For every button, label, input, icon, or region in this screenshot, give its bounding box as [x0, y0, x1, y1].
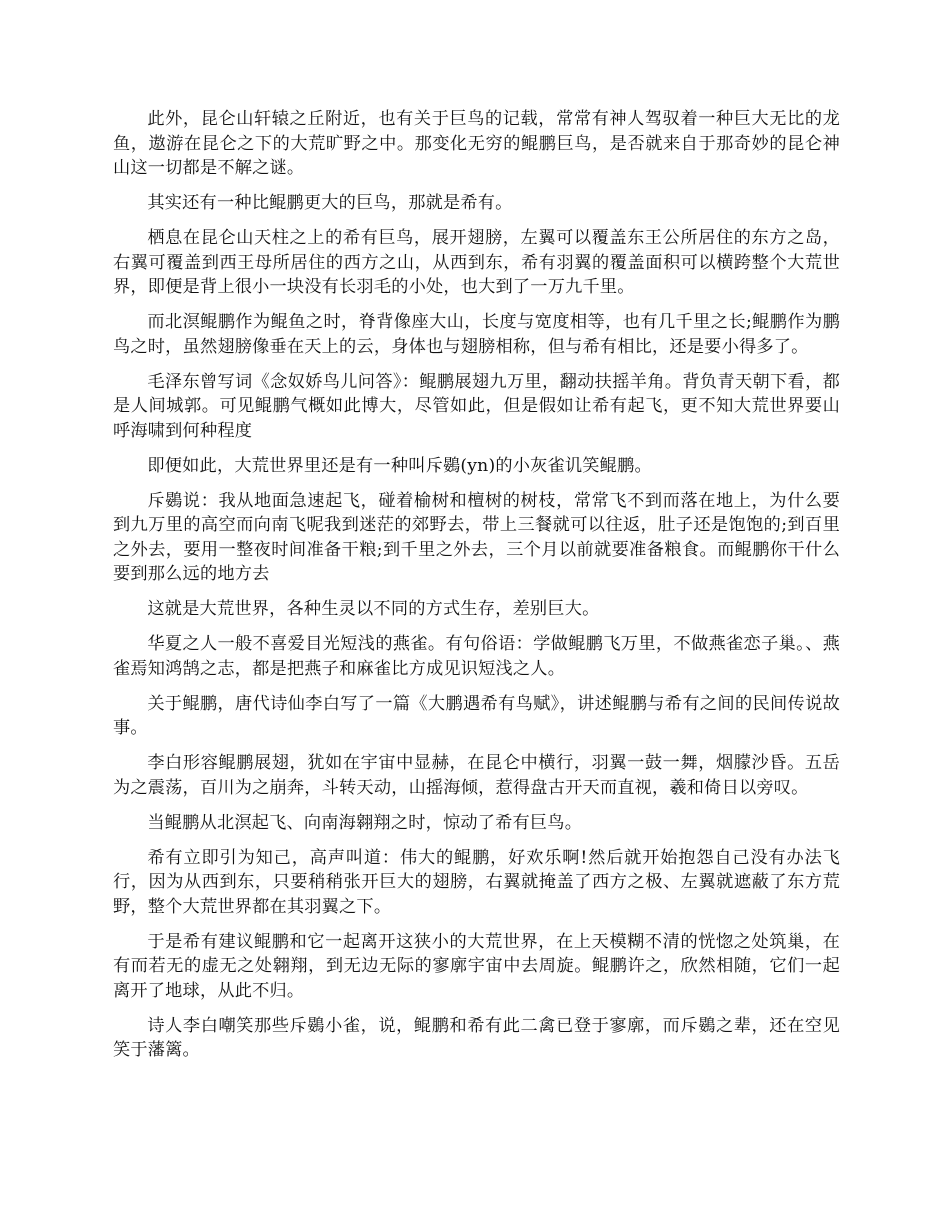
paragraph-12: 当鲲鹏从北溟起飞、向南海翱翔之时，惊动了希有巨鸟。 [147, 812, 583, 833]
paragraph-9: 华夏之人一般不喜爱目光短浅的燕雀。有句俗语：学做鲲鹏飞万里，不做燕雀恋子巢。、燕雀焉知鸿鹄之志，都是把燕子和麻雀比方成见识短浅之人。 [113, 634, 840, 679]
paragraph-3: 栖息在昆仑山天柱之上的希有巨鸟，展开翅膀，左翼可以覆盖东王公所居住的东方之岛，右翼可覆盖到西王母所居住的西方之山，从西到东，希有羽翼的覆盖面积可以横跨整个大荒世界，即便是背上很小一块没有长羽毛的小处，也大到了一万九千里。 [113, 228, 840, 297]
paragraph-2: 其实还有一种比鲲鹏更大的巨鸟，那就是希有。 [147, 193, 513, 213]
paragraph-6: 即便如此，大荒世界里还是有一种叫斥鷃(yn)的小灰雀讥笑鲲鹏。 [147, 455, 652, 476]
paragraph-13: 希有立即引为知己，高声叫道：伟大的鲲鹏，好欢乐啊!然后就开始抱怨自己没有办法飞行，因为从西到东，只要稍稍张开巨大的翅膀，右翼就掩盖了西方之极、左翼就遮蔽了东方荒野，整个大荒世界都在其羽翼之下。 [113, 847, 840, 917]
paragraph-4: 而北溟鲲鹏作为鲲鱼之时，脊背像座大山，长度与宽度相等，也有几千里之长;鲲鹏作为鹏鸟之时，虽然翅膀像垂在天上的云，身体也与翅膀相称，但与希有相比，还是要小得多了。 [113, 312, 840, 357]
paragraph-1: 此外，昆仑山轩辕之丘附近，也有关于巨鸟的记载，常常有神人驾驭着一种巨大无比的龙鱼，遨游在昆仑之下的大荒旷野之中。那变化无穷的鲲鹏巨鸟，是否就来自于那奇妙的昆仑神山这一切都是不解之谜。 [113, 109, 840, 178]
paragraph-14: 于是希有建议鲲鹏和它一起离开这狭小的大荒世界，在上天模糊不清的恍惚之处筑巢，在有而若无的虚无之处翱翔，到无边无际的寥廓宇宙中去周旋。鲲鹏许之，欣然相随，它们一起离开了地球，从此不归。 [113, 931, 840, 1001]
paragraph-15: 诗人李白嘲笑那些斥鷃小雀，说，鲲鹏和希有此二禽已登于寥廓，而斥鷃之辈，还在空见笑于藩篱。 [113, 1015, 840, 1060]
document-body [113, 107, 840, 1073]
paragraph-10: 关于鲲鹏，唐代诗仙李白写了一篇《大鹏遇希有鸟赋》，讲述鲲鹏与希有之间的民间传说故事。 [113, 693, 840, 738]
paragraph-8: 这就是大荒世界，各种生灵以不同的方式生存，差别巨大。 [147, 599, 600, 619]
paragraph-5: 毛泽东曾写词《念奴娇鸟儿问答》：鲲鹏展翅九万里，翻动扶摇羊角。背负青天朝下看，都是人间城郭。可见鲲鹏气概如此博大，尽管如此，但是假如让希有起飞，更不知大荒世界要山呼海啸到何种程度 [113, 371, 840, 441]
paragraph-11: 李白形容鲲鹏展翅，犹如在宇宙中显赫，在昆仑中横行，羽翼一鼓一舞，烟朦沙昏。五岳为之震荡，百川为之崩奔，斗转天动，山摇海倾，惹得盘古开天而直视，羲和倚日以旁叹。 [113, 753, 840, 798]
paragraph-7: 斥鷃说：我从地面急速起飞，碰着榆树和檀树的树枝，常常飞不到而落在地上，为什么要到九万里的高空而向南飞呢我到迷茫的郊野去，带上三餐就可以往返，肚子还是饱饱的;到百里之外去，要用一整夜时间准备干粮;到千里之外去，三个月以前就要准备粮食。而鲲鹏你干什么要到那么远的地方去 [113, 490, 840, 584]
